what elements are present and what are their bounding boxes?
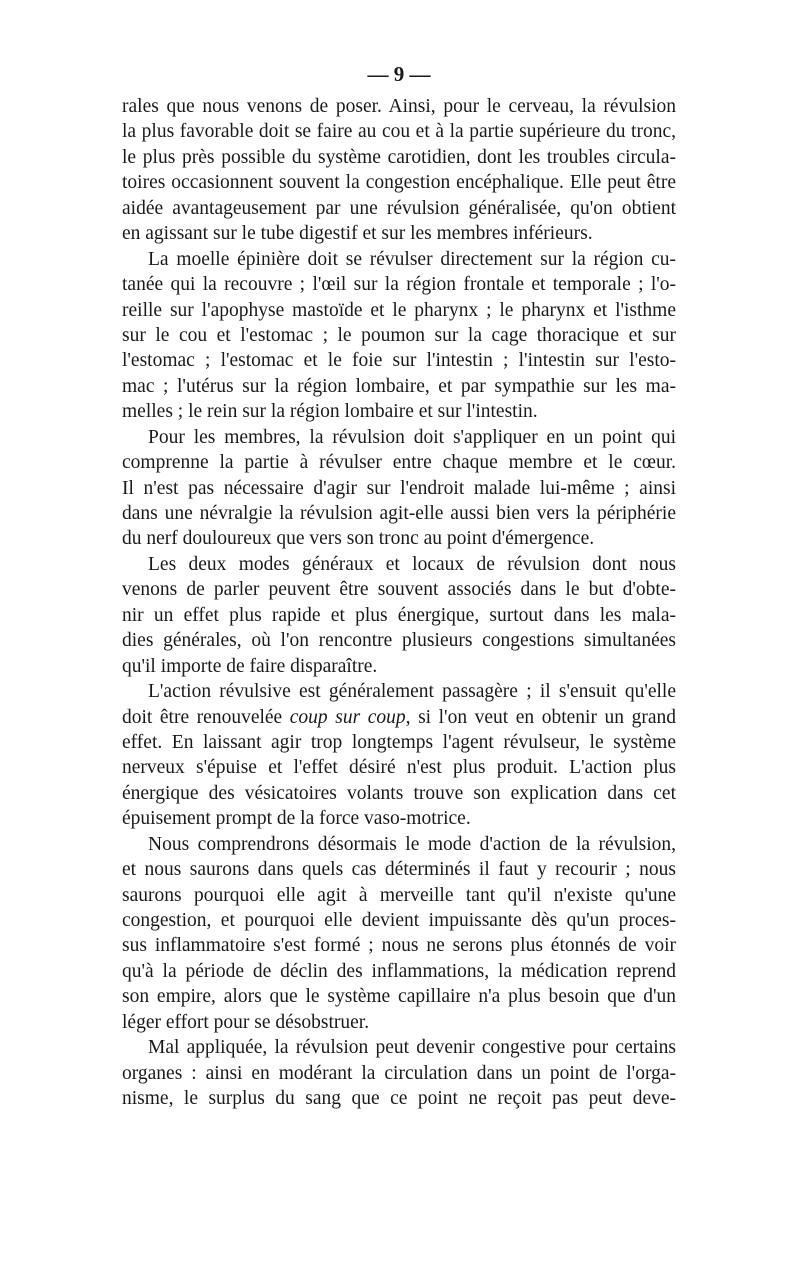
text-line: congestion, et pourquoi elle devient impuissante dès qu'un proces- [122,910,676,931]
text-line: l'estomac ; l'estomac et le foie sur l'intestin ; l'intestin sur l'esto- [122,350,676,372]
text-line: sur le cou et l'estomac ; le poumon sur la cage thoracique et sur [122,324,676,346]
paragraph [122,832,676,1036]
text-line: nisme, le surplus du sang que ce point ne reçoit pas peut deve- [122,1088,676,1110]
text-line: nerveux s'épuise et l'effet désiré n'est plus produit. L'action plus [122,757,676,779]
text-line: dans une névralgie la révulsion agit-elle aussi bien vers la périphérie [122,503,676,524]
text-segment: , si l'on veut en obtenir un grand [405,706,676,728]
text-line: effet. En laissant agir trop longtemps l'agent révulseur, le système [122,731,676,753]
text-line: le plus près possible du système carotidien, dont les troubles circula- [122,146,676,168]
text-line: melles ; le rein sur la région lombaire et sur l'intestin. [122,401,538,423]
paragraph [122,552,676,679]
text-line: mac ; l'utérus sur la région lombaire, et par sympathie sur les ma- [122,375,676,397]
paragraph [122,94,676,247]
text-line: léger effort pour se désobstruer. [122,1011,370,1033]
text-line: du nerf douloureux que vers son tronc au point d'émergence. [122,528,595,550]
text-line: Pour les membres, la révulsion doit s'appliquer en un point qui [148,426,676,448]
text-line: Les deux modes généraux et locaux de révulsion dont nous [148,553,676,575]
text-line: en agissant sur le tube digestif et sur les membres inférieurs. [122,223,593,245]
text-segment: doit être renouvelée [122,706,283,728]
text-line: rales que nous venons de poser. Ainsi, pour le cerveau, la révulsion [122,96,676,117]
page-number: — 9 — [367,62,431,86]
text-line: Il n'est pas nécessaire d'agir sur l'endroit malade lui-même ; ainsi [122,477,676,499]
paragraph [122,679,676,832]
text-line: dies générales, où l'on rencontre plusieurs congestions simultanées [122,630,676,652]
paragraph [122,247,676,425]
text-line: épuisement prompt de la force vaso-motrice. [122,808,471,830]
text-line: qu'il importe de faire disparaître. [122,655,378,677]
text-line: Mal appliquée, la révulsion peut devenir congestive pour certains [148,1037,676,1059]
text-line: qu'à la période de déclin des inflammations, la médication reprend [122,960,676,982]
italic-phrase: coup sur coup [289,706,406,728]
text-line: tanée qui la recouvre ; l'œil sur la région frontale et temporale ; l'o- [122,274,676,296]
text-line: Nous comprendrons désormais le mode d'action de la révulsion, [148,833,676,855]
paragraph [122,425,676,552]
text-line: énergique des vésicatoires volants trouve son explication dans cet [122,782,676,804]
text-line: nir un effet plus rapide et plus énergique, surtout dans les mala- [122,604,676,626]
paragraph [122,1035,676,1111]
text-line: La moelle épinière doit se révulser directement sur la région cu- [148,248,676,270]
text-line: comprenne la partie à révulser entre chaque membre et le cœur. [122,452,676,474]
text-line: saurons pourquoi elle agit à merveille tant qu'il n'existe qu'une [122,884,676,906]
text-line: la plus favorable doit se faire au cou et à la partie supérieure du tronc, [122,121,676,143]
text-line: reille sur l'apophyse mastoïde et le pharynx ; le pharynx et l'isthme [122,299,676,321]
text-line-with-italic [122,705,676,730]
text-line: sus inflammatoire s'est formé ; nous ne serons plus étonnés de voir [122,935,676,957]
text-line: toires occasionnent souvent la congestion encéphalique. Elle peut être [122,172,676,194]
document-page [122,56,676,1112]
text-line: L'action révulsive est généralement passagère ; il s'ensuit qu'elle [148,681,676,703]
text-line: et nous saurons dans quels cas déterminés il faut y recourir ; nous [122,859,676,881]
text-line: organes : ainsi en modérant la circulation dans un point de l'orga- [122,1062,676,1084]
text-line: aidée avantageusement par une révulsion généralisée, qu'on obtient [122,197,676,219]
text-line: venons de parler peuvent être souvent associés dans le but d'obte- [122,579,676,601]
text-line: son empire, alors que le système capillaire n'a plus besoin que d'un [122,986,676,1008]
